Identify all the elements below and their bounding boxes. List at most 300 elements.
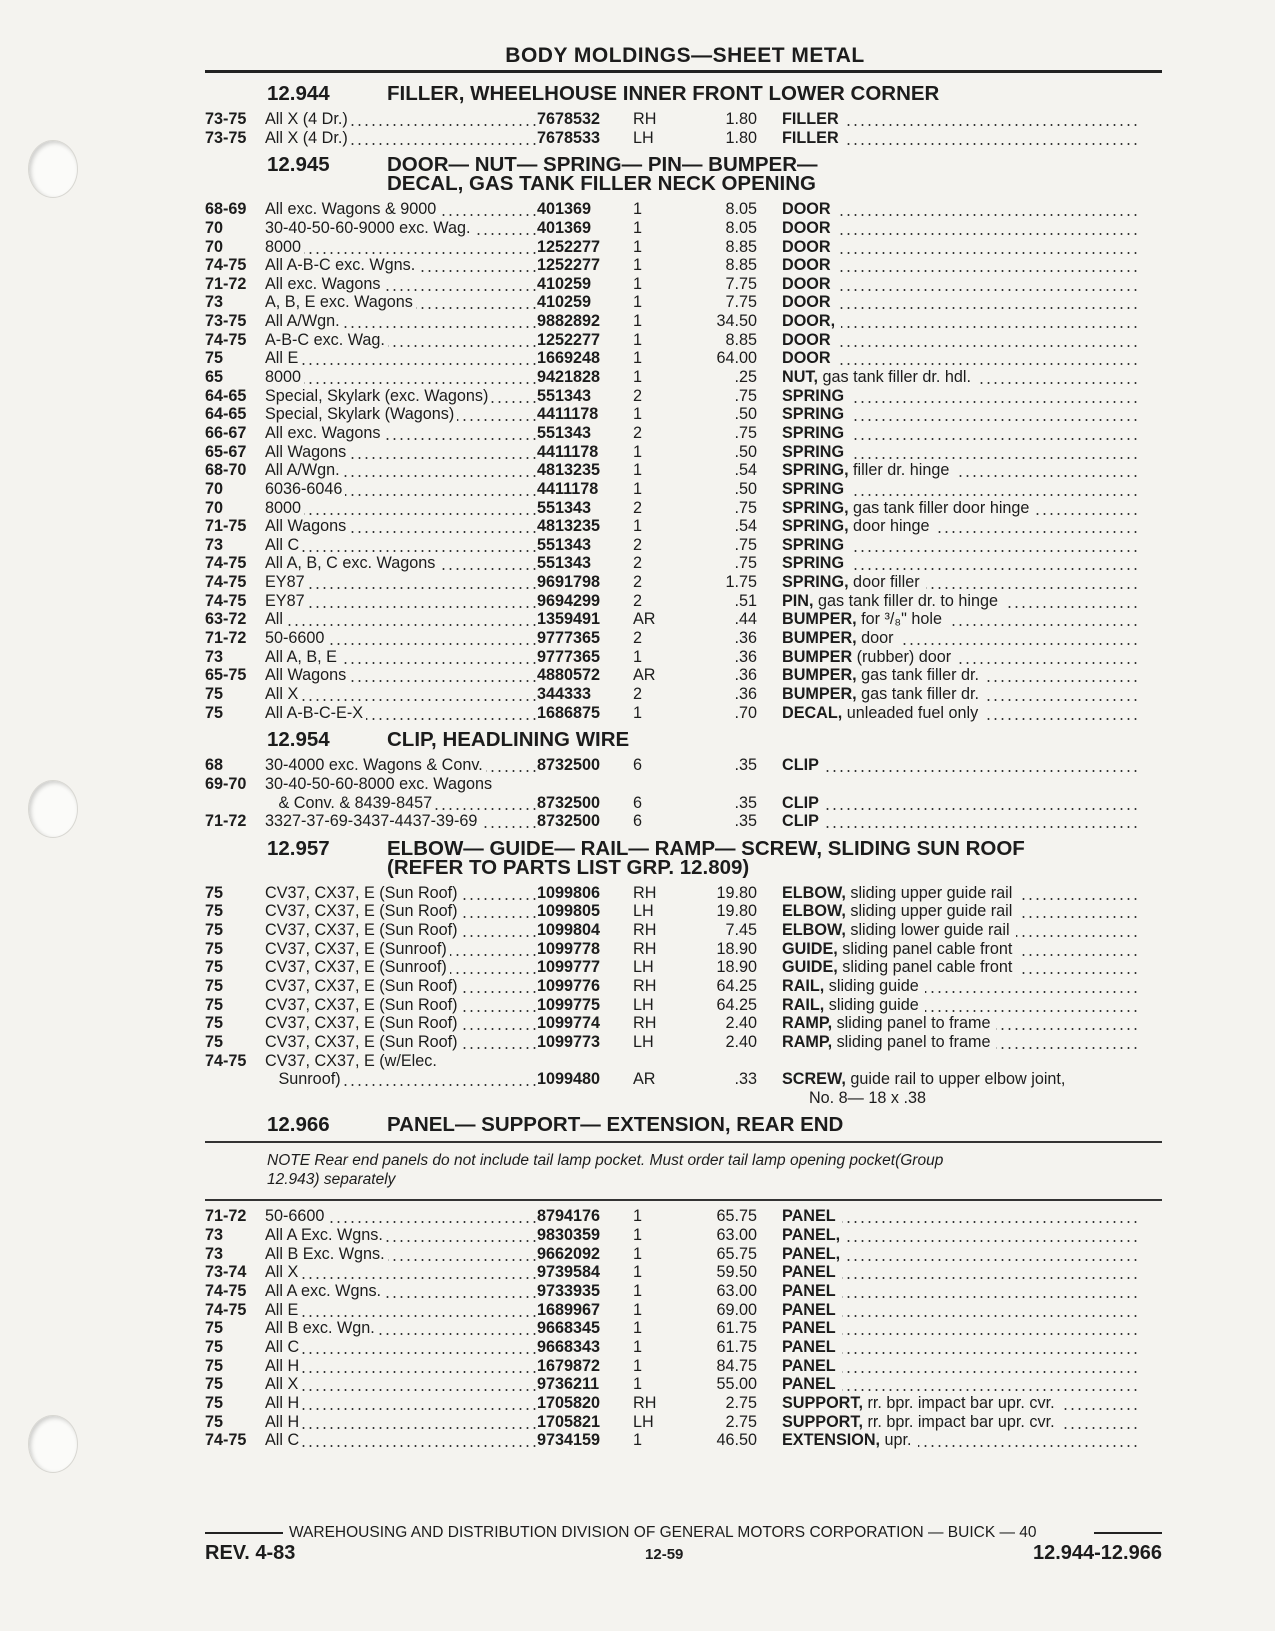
year-cell: 74-75 bbox=[205, 1051, 247, 1070]
revision-label: REV. 4-83 bbox=[205, 1542, 296, 1564]
price-cell: .75 bbox=[734, 535, 757, 554]
description-cell bbox=[782, 536, 1138, 555]
description-cell bbox=[782, 1413, 1138, 1432]
year-cell: 75 bbox=[205, 1412, 224, 1431]
description-bold: CLIP bbox=[782, 812, 819, 831]
page-number: 12-59 bbox=[645, 1546, 684, 1563]
description-bold: SPRING, bbox=[782, 461, 849, 480]
table-row bbox=[205, 629, 1165, 648]
description-text bbox=[782, 629, 900, 647]
group-title: FILLER, WHEELHOUSE INNER FRONT LOWER CORNER bbox=[387, 82, 940, 105]
description-cell bbox=[782, 443, 1138, 462]
part-number-cell: 1669248 bbox=[537, 349, 601, 368]
price-cell bbox=[685, 775, 782, 794]
group-range: 12.944-12.966 bbox=[1032, 1542, 1162, 1564]
quantity-cell: 1 bbox=[633, 349, 643, 368]
quantity-cell: 1 bbox=[633, 200, 643, 219]
table-row bbox=[205, 685, 1165, 704]
description-cell bbox=[782, 1431, 1138, 1450]
quantity-cell: 6 bbox=[633, 812, 643, 831]
part-number-cell bbox=[537, 775, 633, 794]
year-cell: 75 bbox=[205, 1393, 224, 1412]
description-rest: gas tank filler door hinge bbox=[849, 499, 1033, 517]
description-bold: BUMPER bbox=[782, 647, 853, 666]
quantity-cell: 1 bbox=[633, 442, 643, 461]
price-cell: 8.85 bbox=[725, 330, 757, 349]
price-cell: .44 bbox=[734, 610, 757, 629]
description-cell bbox=[782, 1263, 1138, 1282]
model-cell bbox=[265, 794, 537, 813]
model-cell bbox=[265, 405, 537, 424]
table-row bbox=[205, 368, 1165, 387]
description-cell bbox=[782, 921, 1138, 940]
year-cell: 75 bbox=[205, 958, 224, 977]
quantity-cell: 1 bbox=[633, 1319, 643, 1338]
description-bold: SPRING, bbox=[782, 573, 849, 592]
description-cell bbox=[782, 756, 1138, 775]
description-cell bbox=[782, 940, 1138, 959]
description-text bbox=[782, 1052, 785, 1070]
description-rest: door filler bbox=[849, 573, 923, 591]
part-number-cell: 1099774 bbox=[537, 1014, 601, 1033]
part-number-cell: 1359491 bbox=[537, 610, 601, 629]
part-number-cell: 4411178 bbox=[537, 442, 599, 461]
description-text bbox=[782, 902, 1018, 920]
note-rule-bottom bbox=[205, 1199, 1162, 1201]
description-cell bbox=[782, 902, 1138, 921]
price-cell: 7.75 bbox=[725, 274, 757, 293]
model-cell bbox=[265, 1319, 537, 1338]
model-cell bbox=[265, 921, 537, 940]
year-cell: 71-72 bbox=[205, 274, 247, 293]
page-title: BODY MOLDINGS—SHEET METAL bbox=[505, 44, 865, 67]
model-cell bbox=[265, 977, 537, 996]
price-cell: 63.00 bbox=[716, 1226, 757, 1245]
table-row bbox=[205, 940, 1165, 959]
year-cell bbox=[205, 794, 265, 813]
table-row bbox=[205, 1033, 1165, 1052]
quantity-cell: 1 bbox=[633, 517, 643, 536]
description-cell bbox=[782, 704, 1138, 723]
table-row bbox=[205, 573, 1165, 592]
quantity-cell: 1 bbox=[633, 1375, 643, 1394]
model-text: A, B, E exc. Wagons bbox=[265, 293, 416, 311]
description-cell bbox=[782, 1357, 1138, 1376]
description-bold: SPRING, bbox=[782, 517, 849, 536]
group-title: DOOR— NUT— SPRING— PIN— BUMPER— DECAL, GAS TANK FILLER NECK OPENING bbox=[387, 153, 818, 196]
description-cell bbox=[782, 312, 1138, 331]
model-text: All A/Wgn. bbox=[265, 461, 343, 479]
model-text: 8000 bbox=[265, 368, 304, 386]
part-number-cell: 9830359 bbox=[537, 1226, 601, 1245]
model-text: All X bbox=[265, 1263, 301, 1281]
table-row bbox=[205, 480, 1165, 499]
group-header bbox=[205, 726, 1165, 756]
table-row bbox=[205, 921, 1165, 940]
description-rest bbox=[831, 219, 834, 237]
model-cell bbox=[265, 1357, 537, 1376]
year-cell: 74-75 bbox=[205, 1300, 247, 1319]
part-number-cell: 551343 bbox=[537, 423, 592, 442]
description-text bbox=[782, 1319, 842, 1337]
description-text bbox=[782, 1207, 842, 1225]
model-text: 8000 bbox=[265, 499, 304, 517]
table-row bbox=[205, 958, 1165, 977]
year-cell: 75 bbox=[205, 703, 224, 722]
part-number-cell: 401369 bbox=[537, 200, 592, 219]
description-cell bbox=[782, 1338, 1138, 1357]
model-text: All A, B, C exc. Wagons bbox=[265, 554, 438, 572]
description-text bbox=[782, 129, 845, 147]
quantity-cell: 1 bbox=[633, 312, 643, 331]
part-number-cell: 9734159 bbox=[537, 1431, 601, 1450]
model-cell bbox=[265, 884, 537, 903]
quantity-cell: 2 bbox=[633, 423, 643, 442]
description-cell bbox=[782, 517, 1138, 536]
description-text bbox=[782, 592, 1004, 610]
model-text: 50-6600 bbox=[265, 629, 327, 647]
description-cell bbox=[782, 1375, 1138, 1394]
description-cell bbox=[782, 480, 1138, 499]
description-cell bbox=[782, 1226, 1138, 1245]
quantity-cell: 1 bbox=[633, 479, 643, 498]
model-cell bbox=[265, 592, 537, 611]
description-rest: sliding guide bbox=[824, 996, 922, 1014]
year-cell: 70 bbox=[205, 479, 224, 498]
price-cell: .36 bbox=[734, 629, 757, 648]
description-rest: sliding panel cable front bbox=[838, 940, 1016, 958]
model-cell bbox=[265, 1052, 537, 1071]
description-text bbox=[782, 1375, 842, 1393]
year-cell: 70 bbox=[205, 237, 224, 256]
part-number-cell: 1099775 bbox=[537, 995, 601, 1014]
description-rest: door hinge bbox=[849, 517, 933, 535]
description-rest bbox=[840, 1245, 843, 1263]
description-bold: PIN, bbox=[782, 591, 814, 610]
model-text: 50-6600 bbox=[265, 1207, 327, 1225]
model-cell bbox=[265, 996, 537, 1015]
part-number-cell: 1705821 bbox=[537, 1412, 601, 1431]
description-rest bbox=[844, 387, 847, 405]
description-bold: DECAL, bbox=[782, 703, 843, 722]
description-rest: rr. bpr. impact bar upr. cvr. bbox=[863, 1413, 1058, 1431]
table-row bbox=[205, 1226, 1165, 1245]
part-number-cell: 9733935 bbox=[537, 1282, 601, 1301]
model-cell bbox=[265, 1263, 537, 1282]
model-cell bbox=[265, 517, 537, 536]
group-header bbox=[205, 1111, 1165, 1141]
description-bold: DOOR bbox=[782, 349, 831, 368]
table-row bbox=[205, 1338, 1165, 1357]
part-number-cell: 401369 bbox=[537, 218, 592, 237]
model-text: All E bbox=[265, 1301, 301, 1319]
description-text bbox=[782, 685, 985, 703]
part-number-cell: 1252277 bbox=[537, 330, 601, 349]
model-text: EY87 bbox=[265, 573, 308, 591]
table-row bbox=[205, 812, 1165, 831]
description-rest: sliding panel to frame bbox=[832, 1033, 993, 1051]
model-cell bbox=[265, 685, 537, 704]
description-cell bbox=[782, 293, 1138, 312]
description-rest bbox=[819, 812, 822, 830]
quantity-cell: 1 bbox=[633, 368, 643, 387]
model-text: All A-B-C-E-X bbox=[265, 704, 366, 722]
quantity-cell: 1 bbox=[633, 405, 643, 424]
model-text: All Wagons bbox=[265, 666, 349, 684]
model-text: All B exc. Wgn. bbox=[265, 1319, 378, 1337]
model-text: 8000 bbox=[265, 238, 304, 256]
description-text bbox=[782, 461, 955, 479]
table-row bbox=[205, 200, 1165, 219]
price-cell: 8.85 bbox=[725, 256, 757, 275]
model-cell bbox=[265, 1207, 537, 1226]
table-row bbox=[205, 443, 1165, 462]
year-cell: 65-67 bbox=[205, 442, 247, 461]
year-cell: 74-75 bbox=[205, 256, 247, 275]
price-cell: .35 bbox=[734, 812, 757, 831]
year-cell: 75 bbox=[205, 1337, 224, 1356]
year-cell: 75 bbox=[205, 349, 224, 368]
description-text bbox=[782, 275, 837, 293]
price-cell: 8.05 bbox=[725, 218, 757, 237]
year-cell: 69-70 bbox=[205, 774, 247, 793]
model-text: All A Exc. Wgns. bbox=[265, 1226, 386, 1244]
quantity-cell: LH bbox=[633, 902, 654, 921]
year-cell: 68 bbox=[205, 756, 224, 775]
parts-group bbox=[205, 80, 1165, 147]
price-cell: .75 bbox=[734, 386, 757, 405]
description-cell bbox=[782, 1282, 1138, 1301]
description-bold: PANEL bbox=[782, 1207, 836, 1226]
quantity-cell: LH bbox=[633, 128, 654, 147]
model-text: All C bbox=[265, 1338, 302, 1356]
description-rest: gas tank filler dr. bbox=[857, 666, 982, 684]
description-rest bbox=[844, 424, 847, 442]
description-text bbox=[782, 1245, 846, 1263]
description-text bbox=[782, 517, 936, 535]
price-cell: 7.75 bbox=[725, 293, 757, 312]
table-row bbox=[205, 775, 1165, 794]
description-text bbox=[782, 921, 1016, 939]
model-cell bbox=[265, 1033, 537, 1052]
year-cell: 73-75 bbox=[205, 110, 247, 128]
part-number-cell: 1689967 bbox=[537, 1300, 601, 1319]
description-cell bbox=[782, 200, 1138, 219]
description-text bbox=[782, 996, 925, 1014]
description-bold: CLIP bbox=[782, 793, 819, 812]
description-rest bbox=[836, 1375, 839, 1393]
description-bold: EXTENSION, bbox=[782, 1431, 881, 1450]
table-row bbox=[205, 1394, 1165, 1413]
year-cell: 74-75 bbox=[205, 1431, 247, 1450]
table-row bbox=[205, 536, 1165, 555]
table-row bbox=[205, 1052, 1165, 1071]
description-cell bbox=[782, 685, 1138, 704]
model-text: All B Exc. Wgns. bbox=[265, 1245, 388, 1263]
table-row bbox=[205, 1319, 1165, 1338]
footer-bottom bbox=[205, 1542, 1162, 1565]
model-text: CV37, CX37, E (Sun Roof) bbox=[265, 921, 461, 939]
model-cell bbox=[265, 480, 537, 499]
description-rest bbox=[831, 275, 834, 293]
description-text bbox=[782, 405, 850, 423]
description-rest: sliding panel to frame bbox=[832, 1014, 993, 1032]
description-bold: SPRING bbox=[782, 535, 845, 554]
description-bold: SPRING bbox=[782, 442, 845, 461]
price-cell: 64.25 bbox=[716, 995, 757, 1014]
group-number: 12.954 bbox=[267, 728, 330, 752]
table-row bbox=[205, 554, 1165, 573]
description-text bbox=[782, 387, 850, 405]
quantity-cell: RH bbox=[633, 939, 657, 958]
price-cell: 2.40 bbox=[725, 1032, 757, 1051]
year-cell: 70 bbox=[205, 218, 224, 237]
description-rest: guide rail to upper elbow joint, bbox=[845, 1070, 1066, 1089]
quantity-cell: 2 bbox=[633, 386, 643, 405]
quantity-cell: AR bbox=[633, 610, 656, 629]
model-cell bbox=[265, 536, 537, 555]
description-cell bbox=[782, 331, 1138, 350]
parts-list bbox=[205, 80, 1165, 1454]
description-cell bbox=[782, 387, 1138, 406]
description-cell bbox=[782, 977, 1138, 996]
table-row bbox=[205, 610, 1165, 629]
part-number-cell: 9421828 bbox=[537, 368, 601, 387]
description-text bbox=[782, 573, 926, 591]
description-bold: SUPPORT, bbox=[782, 1412, 863, 1431]
binder-hole-middle bbox=[28, 780, 78, 838]
description-rest bbox=[819, 794, 822, 812]
model-cell bbox=[265, 666, 537, 685]
description-text bbox=[782, 775, 785, 793]
part-number-cell: 1099777 bbox=[537, 958, 601, 977]
year-cell: 71-72 bbox=[205, 812, 247, 831]
year-cell: 73 bbox=[205, 535, 224, 554]
quantity-cell: LH bbox=[633, 958, 654, 977]
table-row bbox=[205, 902, 1165, 921]
description-text bbox=[782, 884, 1018, 902]
model-cell bbox=[265, 312, 537, 331]
table-row bbox=[205, 977, 1165, 996]
part-number-cell: 9662092 bbox=[537, 1244, 601, 1263]
description-bold: RAMP, bbox=[782, 1014, 833, 1033]
description-cell bbox=[782, 499, 1138, 518]
part-number-cell: 9736211 bbox=[537, 1375, 600, 1394]
group-number: 12.957 bbox=[267, 836, 330, 860]
description-cell bbox=[782, 1052, 1138, 1071]
quantity-cell: RH bbox=[633, 883, 657, 902]
table-row bbox=[205, 1245, 1165, 1264]
model-text: CV37, CX37, E (Sun Roof) bbox=[265, 884, 461, 902]
description-text bbox=[782, 443, 850, 461]
description-rest bbox=[831, 200, 834, 218]
year-cell: 75 bbox=[205, 1356, 224, 1375]
description-cell bbox=[782, 424, 1138, 443]
table-row bbox=[205, 238, 1165, 257]
description-text bbox=[782, 219, 837, 237]
quantity-cell: 1 bbox=[633, 1226, 643, 1245]
price-cell: 2.75 bbox=[725, 1393, 757, 1412]
table-row bbox=[205, 1070, 1165, 1089]
description-bold: GUIDE, bbox=[782, 958, 838, 977]
description-cell bbox=[782, 592, 1138, 611]
description-bold: BUMPER, bbox=[782, 629, 857, 648]
model-text: All X (4 Dr.) bbox=[265, 129, 351, 147]
model-cell bbox=[265, 293, 537, 312]
part-number-cell: 1099480 bbox=[537, 1070, 601, 1089]
description-cell bbox=[782, 1245, 1138, 1264]
description-bold: RAIL, bbox=[782, 995, 825, 1014]
description-rest bbox=[831, 349, 834, 367]
part-number-cell: 1679872 bbox=[537, 1356, 601, 1375]
model-text: All H bbox=[265, 1413, 302, 1431]
year-cell: 73 bbox=[205, 293, 224, 312]
year-cell: 65 bbox=[205, 368, 224, 387]
group-title: PANEL— SUPPORT— EXTENSION, REAR END bbox=[387, 1113, 844, 1137]
model-text: All bbox=[265, 610, 286, 628]
description-cell bbox=[782, 219, 1138, 238]
table-row bbox=[205, 1263, 1165, 1282]
price-cell: .36 bbox=[734, 666, 757, 685]
price-cell: 64.00 bbox=[716, 349, 757, 368]
description-rest: sliding lower guide rail bbox=[846, 921, 1013, 939]
description-cell bbox=[782, 110, 1138, 129]
description-text bbox=[782, 1033, 996, 1051]
description-rest bbox=[836, 1282, 839, 1300]
part-number-cell: 1252277 bbox=[537, 256, 601, 275]
group-header bbox=[205, 80, 1165, 110]
description-rest bbox=[836, 1263, 839, 1281]
year-cell: 64-65 bbox=[205, 405, 247, 424]
model-cell bbox=[265, 940, 537, 959]
description-cell bbox=[782, 648, 1138, 667]
description-rest bbox=[831, 331, 834, 349]
quantity-cell: RH bbox=[633, 110, 657, 128]
parts-group bbox=[205, 1111, 1165, 1449]
year-cell: 73 bbox=[205, 1244, 224, 1263]
quantity-cell: 1 bbox=[633, 461, 643, 480]
quantity-cell: LH bbox=[633, 1032, 654, 1051]
table-row bbox=[205, 275, 1165, 294]
group-number: 12.945 bbox=[267, 153, 330, 177]
model-cell bbox=[265, 238, 537, 257]
description-text bbox=[782, 958, 1018, 976]
parts-group bbox=[205, 835, 1165, 1108]
part-number-cell: 551343 bbox=[537, 498, 592, 517]
price-cell: .54 bbox=[734, 461, 757, 480]
description-bold: DOOR bbox=[782, 256, 831, 275]
model-text: 3327-37-69-3437-4437-39-69 bbox=[265, 812, 480, 830]
table-row bbox=[205, 517, 1165, 536]
description-text bbox=[782, 756, 825, 774]
description-cell bbox=[782, 1319, 1138, 1338]
description-rest bbox=[836, 1319, 839, 1337]
part-number-cell: 4411178 bbox=[537, 479, 599, 498]
part-number-cell: 9691798 bbox=[537, 573, 601, 592]
quantity-cell: 1 bbox=[633, 218, 643, 237]
part-number-cell: 1099776 bbox=[537, 976, 601, 995]
part-number-cell bbox=[537, 1089, 633, 1108]
price-cell: 8.85 bbox=[725, 237, 757, 256]
description-text bbox=[782, 648, 957, 666]
description-text bbox=[782, 1301, 842, 1319]
price-cell: 2.40 bbox=[725, 1014, 757, 1033]
quantity-cell: 1 bbox=[633, 1356, 643, 1375]
model-text: All X bbox=[265, 1375, 301, 1393]
model-text: CV37, CX37, E (Sunroof) bbox=[265, 958, 450, 976]
year-cell: 75 bbox=[205, 976, 224, 995]
price-cell: .54 bbox=[734, 517, 757, 536]
